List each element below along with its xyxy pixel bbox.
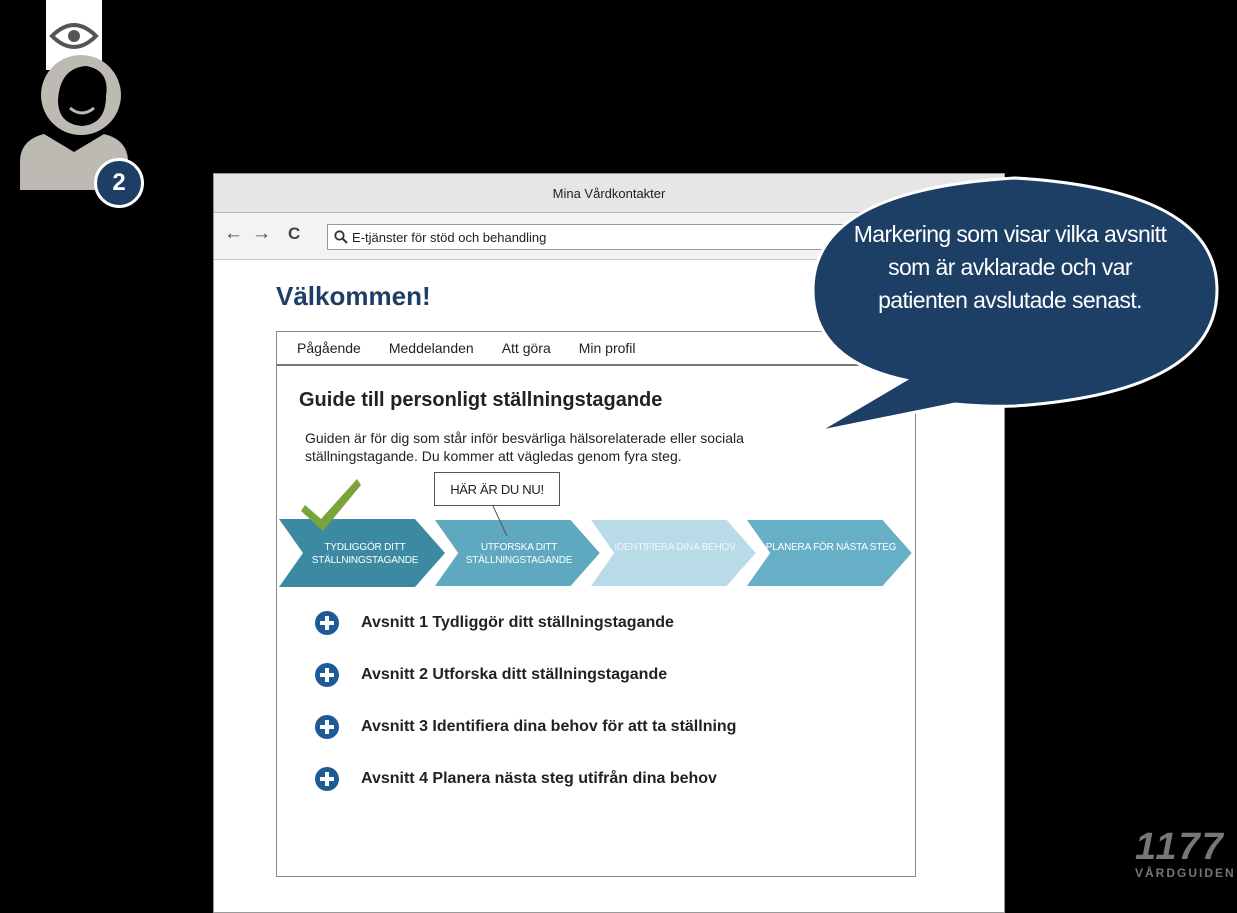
expand-plus-icon[interactable] bbox=[315, 663, 339, 687]
step-1-label[interactable]: TYDLIGGÖR DITT STÄLLNINGSTAGANDE bbox=[311, 542, 419, 566]
address-text: E-tjänster för stöd och behandling bbox=[352, 229, 547, 245]
section-item[interactable] bbox=[315, 649, 736, 701]
window-title: Mina Vårdkontakter bbox=[214, 174, 1004, 213]
section-label[interactable]: Avsnitt 1 Tydliggör ditt ställningstagande bbox=[361, 614, 674, 631]
section-label[interactable]: Avsnitt 2 Utforska ditt ställningstagande bbox=[361, 666, 668, 683]
expand-plus-icon[interactable] bbox=[315, 611, 339, 635]
tab-min-profil[interactable]: Min profil bbox=[578, 340, 636, 356]
section-label[interactable]: Avsnitt 4 Planera nästa steg utifrån dina behov bbox=[361, 770, 717, 787]
persona-illustration bbox=[0, 0, 150, 210]
guide-title: Guide till personligt ställningstagande bbox=[299, 389, 663, 411]
tab-pagaende[interactable]: Pågående bbox=[297, 340, 361, 356]
tab-att-gora[interactable]: Att göra bbox=[501, 340, 551, 356]
section-item[interactable] bbox=[315, 597, 736, 649]
step-4-label[interactable]: PLANERA FÖR NÄSTA STEG bbox=[765, 542, 897, 553]
step-2-label[interactable]: UTFORSKA DITT STÄLLNINGSTAGANDE bbox=[465, 542, 573, 566]
vardguiden-logo bbox=[1135, 828, 1237, 889]
forward-arrow-icon[interactable]: → bbox=[252, 223, 271, 244]
current-position-label: HÄR ÄR DU NU! bbox=[434, 472, 560, 506]
section-list bbox=[315, 597, 736, 805]
tab-meddelanden[interactable]: Meddelanden bbox=[388, 340, 474, 356]
callout-text: Markering som visar vilka avsnitt som är avklarade och var patienten avslutade senast. bbox=[853, 221, 1167, 313]
guide-description: Guiden är för dig som står inför besvärliga hälsorelaterade eller sociala ställningstagande. Du kommer att vägledas genom fyra steg. bbox=[305, 430, 744, 464]
logo-number: 1177 bbox=[1135, 826, 1225, 868]
step-3-label[interactable]: IDENTIFIERA DINA BEHOV bbox=[614, 542, 736, 553]
expand-plus-icon[interactable] bbox=[315, 767, 339, 791]
section-item[interactable] bbox=[315, 701, 736, 753]
logo-name: VÅRDGUIDEN bbox=[1135, 866, 1236, 880]
back-arrow-icon[interactable]: ← bbox=[224, 223, 243, 244]
section-label[interactable]: Avsnitt 3 Identifiera dina behov för att ta ställning bbox=[361, 718, 737, 735]
search-icon bbox=[334, 230, 348, 244]
pointer-line bbox=[477, 504, 517, 538]
page-title: Välkommen! bbox=[276, 281, 431, 311]
checkmark-icon bbox=[301, 475, 363, 533]
reload-icon[interactable]: C bbox=[288, 224, 301, 243]
expand-plus-icon[interactable] bbox=[315, 715, 339, 739]
section-item[interactable] bbox=[315, 753, 736, 805]
step-number-badge: 2 bbox=[94, 158, 144, 208]
